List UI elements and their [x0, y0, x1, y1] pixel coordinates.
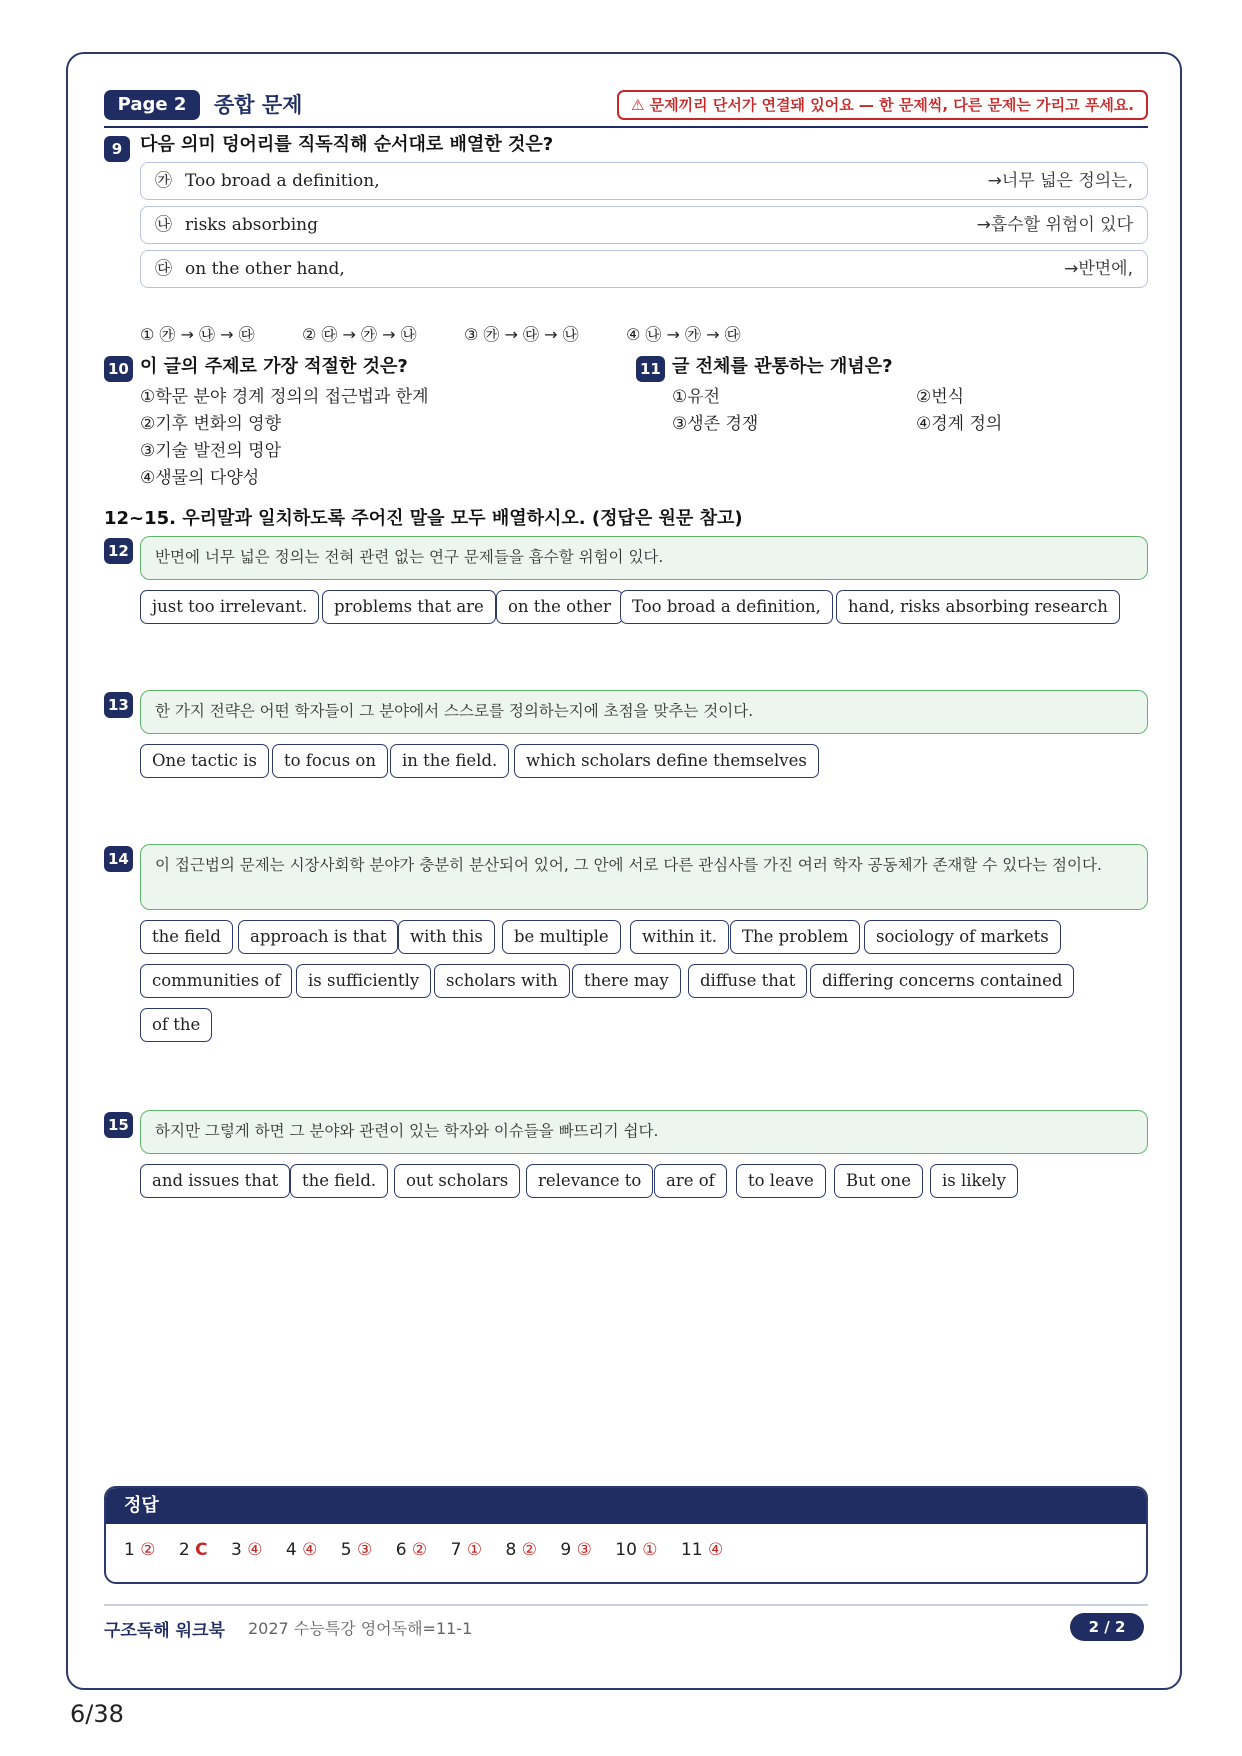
answer-item: 4 ④	[285, 1540, 318, 1560]
question-11-number: 11	[636, 356, 665, 382]
footer-brand: 구조독해 워크북	[104, 1621, 225, 1641]
chunk-english: on the other hand,	[185, 259, 345, 279]
question-14-number: 14	[104, 846, 133, 872]
chunk-marker: ㉯	[155, 215, 172, 235]
question-9-option-3[interactable]: ③ ㉮ → ㉰ → ㉯	[464, 325, 579, 344]
pdf-page-counter: 6/38	[70, 1700, 124, 1728]
question-11-option-3[interactable]: ③생존 경쟁	[672, 414, 759, 434]
answer-item: 11 ④	[680, 1540, 724, 1560]
chunk-korean: →흡수할 위험이 있다	[976, 215, 1133, 235]
footer-divider	[104, 1604, 1148, 1606]
answer-item: 3 ④	[231, 1540, 263, 1560]
question-15-number: 15	[104, 1112, 133, 1138]
word-chip[interactable]: and issues that	[140, 1164, 290, 1198]
question-10-number: 10	[104, 356, 133, 382]
chunk-korean: →반면에,	[1064, 259, 1133, 279]
word-chip[interactable]: The problem	[730, 920, 860, 954]
word-chip[interactable]: sociology of markets	[864, 920, 1061, 954]
word-chip[interactable]: But one	[834, 1164, 923, 1198]
word-chip[interactable]: be multiple	[502, 920, 621, 954]
question-9-option-2[interactable]: ② ㉰ → ㉮ → ㉯	[302, 325, 417, 344]
word-chip[interactable]: is likely	[930, 1164, 1018, 1198]
question-15-korean-sentence: 하지만 그렇게 하면 그 분야와 관련이 있는 학자와 이슈들을 빠뜨리기 쉽다.	[140, 1110, 1148, 1154]
chunk-marker: ㉮	[155, 171, 172, 191]
word-chip[interactable]: the field	[140, 920, 233, 954]
chunk-row	[140, 250, 1148, 288]
section-heading: 12~15. 우리말과 일치하도록 주어진 말을 모두 배열하시오. (정답은 원문 참고)	[104, 508, 743, 529]
answer-item: 8 ②	[505, 1540, 537, 1560]
footer-subtitle: 2027 수능특강 영어독해=11-1	[248, 1619, 473, 1638]
word-chip[interactable]: just too irrelevant.	[140, 590, 319, 624]
word-chip[interactable]: diffuse that	[688, 964, 807, 998]
word-chip[interactable]: in the field.	[390, 744, 509, 778]
question-10-option-2[interactable]: ②기후 변화의 영향	[140, 414, 282, 434]
question-13-number: 13	[104, 692, 133, 718]
answer-item: 2 C	[178, 1540, 208, 1560]
question-13-korean-sentence: 한 가지 전략은 어떤 학자들이 그 분야에서 스스로를 정의하는지에 초점을 맞추는 것이다.	[140, 690, 1148, 734]
question-11-option-2[interactable]: ②번식	[916, 387, 965, 407]
page-title: 종합 문제	[214, 93, 303, 117]
question-10-option-1[interactable]: ①학문 분야 경계 정의의 접근법과 한계	[140, 387, 429, 407]
word-chip[interactable]: which scholars define themselves	[514, 744, 819, 778]
chunk-english: risks absorbing	[185, 215, 318, 235]
question-9-option-4[interactable]: ④ ㉯ → ㉮ → ㉰	[626, 325, 741, 344]
chunk-korean: →너무 넓은 정의는,	[987, 171, 1133, 191]
word-chip[interactable]: within it.	[630, 920, 729, 954]
answer-key-title: 정답	[106, 1488, 1146, 1524]
word-chip[interactable]: relevance to	[526, 1164, 653, 1198]
word-chip[interactable]: of the	[140, 1008, 212, 1042]
page-label-badge: Page 2	[104, 90, 200, 120]
answer-item: 9 ③	[560, 1540, 592, 1560]
question-11-option-1[interactable]: ①유전	[672, 387, 721, 407]
answer-key-list	[124, 1540, 741, 1560]
word-chip[interactable]: on the other	[496, 590, 623, 624]
chunk-english: Too broad a definition,	[185, 171, 380, 191]
question-10-option-4[interactable]: ④생물의 다양성	[140, 468, 260, 488]
word-chip[interactable]: is sufficiently	[296, 964, 431, 998]
answer-item: 10 ①	[615, 1540, 658, 1560]
question-9-number: 9	[104, 136, 130, 162]
answer-item: 6 ②	[395, 1540, 428, 1560]
word-chip[interactable]: to focus on	[272, 744, 388, 778]
word-chip[interactable]: Too broad a definition,	[620, 590, 833, 624]
chunk-row	[140, 206, 1148, 244]
word-chip[interactable]: problems that are	[322, 590, 496, 624]
word-chip[interactable]: with this	[398, 920, 495, 954]
question-11-option-4[interactable]: ④경계 정의	[916, 414, 1003, 434]
warning-banner: ⚠ 문제끼리 단서가 연결돼 있어요 — 한 문제씩, 다른 문제는 가리고 푸세요.	[617, 90, 1148, 120]
word-chip[interactable]: differing concerns contained	[810, 964, 1074, 998]
worksheet-page	[66, 52, 1182, 1690]
word-chip[interactable]: hand, risks absorbing research	[836, 590, 1120, 624]
question-9-text: 다음 의미 덩어리를 직독직해 순서대로 배열한 것은?	[140, 134, 554, 155]
answer-key-box	[104, 1486, 1148, 1584]
question-9-option-1[interactable]: ① ㉮ → ㉯ → ㉰	[140, 325, 255, 344]
question-12-korean-sentence: 반면에 너무 넓은 정의는 전혀 관련 없는 연구 문제들을 흡수할 위험이 있다.	[140, 536, 1148, 580]
word-chip[interactable]: to leave	[736, 1164, 826, 1198]
word-chip[interactable]: One tactic is	[140, 744, 269, 778]
answer-item: 1 ②	[124, 1540, 156, 1560]
chunk-marker: ㉰	[155, 259, 172, 279]
word-chip[interactable]: are of	[654, 1164, 727, 1198]
answer-item: 5 ③	[340, 1540, 373, 1560]
word-chip[interactable]: the field.	[290, 1164, 388, 1198]
word-chip[interactable]: approach is that	[238, 920, 398, 954]
question-12-number: 12	[104, 538, 133, 564]
answer-item: 7 ①	[450, 1540, 483, 1560]
footer-page-badge: 2 / 2	[1070, 1613, 1144, 1641]
question-10-option-3[interactable]: ③기술 발전의 명암	[140, 441, 282, 461]
question-11-text: 글 전체를 관통하는 개념은?	[672, 356, 893, 377]
word-chip[interactable]: communities of	[140, 964, 292, 998]
word-chip[interactable]: there may	[572, 964, 681, 998]
page-header	[104, 90, 1148, 128]
question-14-korean-sentence: 이 접근법의 문제는 시장사회학 분야가 충분히 분산되어 있어, 그 안에 서로 다른 관심사를 가진 여러 학자 공동체가 존재할 수 있다는 점이다.	[140, 844, 1148, 910]
word-chip[interactable]: out scholars	[394, 1164, 520, 1198]
word-chip[interactable]: scholars with	[434, 964, 570, 998]
chunk-row	[140, 162, 1148, 200]
question-10-text: 이 글의 주제로 가장 적절한 것은?	[140, 356, 408, 377]
